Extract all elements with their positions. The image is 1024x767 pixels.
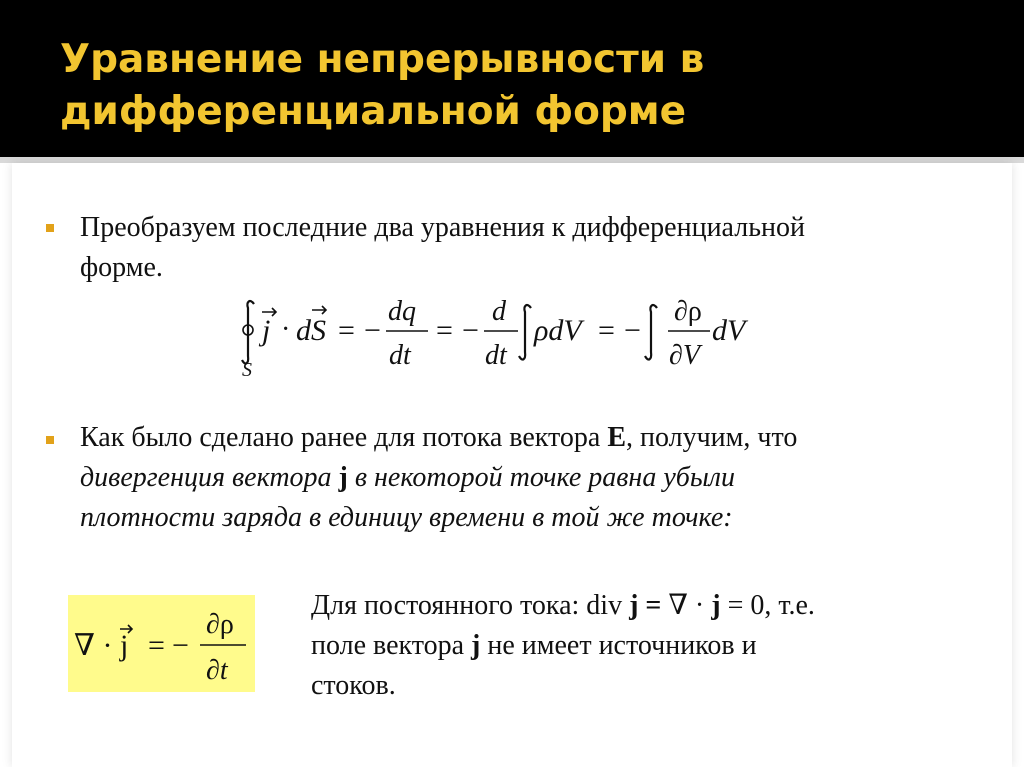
eq2-lhs: ∇ · j — [74, 629, 129, 662]
note-nabla: ∇ · — [668, 590, 712, 621]
eq1-rho-dV: ρdV — [534, 314, 582, 347]
eq1-dV-partial: ∂V — [669, 340, 700, 371]
eq1-dV: dV — [712, 314, 746, 347]
eq1-dS: dS — [296, 314, 326, 347]
vector-j-bold: j — [338, 462, 348, 493]
integral-icon — [645, 305, 657, 359]
bullet-2-line-1-b: , получим, что — [626, 422, 798, 453]
bullet-2-line-3: плотности заряда в единицу времени в той же точке: — [80, 502, 733, 533]
note-line-1-rest: = 0, т.е. — [720, 590, 815, 621]
bullet-2-line-1-a: Как было сделано ранее для потока вектора — [80, 422, 608, 453]
eq1-minus-2: − — [462, 314, 479, 347]
integral-subscript: S — [242, 359, 252, 381]
eq1-eq-1: = — [338, 314, 355, 347]
vector-E-bold: E — [607, 422, 627, 453]
bullet-1-line-2: форме. — [80, 252, 163, 283]
bullet-1-text — [80, 208, 1000, 288]
eq1-eq-2: = — [436, 314, 453, 347]
note-line-2 — [311, 630, 757, 661]
steady-current-note — [311, 586, 991, 706]
slide-title-line-2: дифференциальной форме — [60, 89, 687, 134]
continuity-integral-equation — [228, 290, 768, 385]
note-eq-bold: = — [638, 590, 669, 621]
divergence-equation — [68, 595, 255, 692]
slide-title-line-1: Уравнение непрерывности в — [60, 37, 705, 82]
note-j-bold-1: j — [629, 590, 639, 621]
eq2-eq: = — [148, 629, 165, 662]
eq1-dt-1: dt — [389, 340, 411, 371]
eq1-dot: · — [281, 314, 291, 345]
note-line-1-a: Для постоянного тока: div — [311, 590, 630, 621]
vector-arrow-icon — [312, 306, 326, 314]
integral-icon — [519, 305, 531, 359]
note-line-2-b: не имеет источников и — [480, 630, 757, 661]
eq1-j: j — [262, 314, 271, 347]
eq1-d: d — [492, 296, 506, 327]
eq1-minus-1: − — [364, 314, 381, 347]
bullet-marker-1 — [46, 224, 54, 232]
bullet-2-line-1 — [80, 422, 797, 453]
note-line-2-a: поле вектора — [311, 630, 472, 661]
bullet-1-line-1: Преобразуем последние два уравнения к дифференциальной — [80, 212, 805, 243]
bullet-marker-2 — [46, 436, 54, 444]
eq1-dt-2: dt — [485, 340, 507, 371]
eq1-drho: ∂ρ — [674, 296, 702, 327]
note-line-3: стоков. — [311, 670, 396, 701]
note-j-bold-3: j — [471, 630, 481, 661]
slide-title — [60, 34, 960, 138]
bullet-2-line-2-a: дивергенция вектора — [80, 462, 339, 493]
bullet-2-text — [80, 418, 1000, 538]
eq1-dq: dq — [388, 296, 416, 327]
contour-integral-icon — [242, 301, 254, 363]
eq1-eq-3: = — [598, 314, 615, 347]
eq1-minus-3: − — [624, 314, 641, 347]
bullet-2-line-2-b: в некоторой точке равна убыли — [347, 462, 736, 493]
eq2-num: ∂ρ — [206, 609, 234, 640]
note-line-1 — [311, 590, 815, 621]
bullet-2-line-2 — [80, 462, 735, 493]
eq2-minus: − — [172, 629, 189, 662]
note-j-bold-2: j — [711, 590, 721, 621]
eq2-den: ∂t — [206, 655, 228, 686]
